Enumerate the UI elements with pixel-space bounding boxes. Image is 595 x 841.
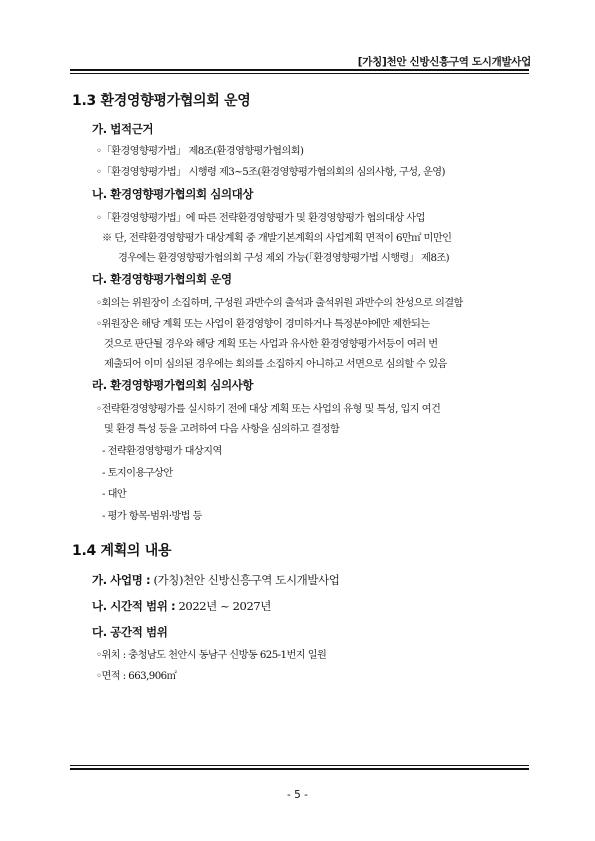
subheading-operation: 다. 환경영향평가협의회 운영 — [92, 272, 232, 286]
time-scope-row — [92, 598, 271, 614]
operation-line-1: ◦회의는 위원장이 소집하며, 구성원 과반수의 출석과 출석위원 과반수의 찬성으로 의결함 — [96, 298, 463, 309]
section-title-1-4: 1.4 계획의 내용 — [72, 543, 172, 559]
subheading-review-target: 나. 환경영향평가협의회 심의대상 — [92, 187, 254, 201]
review-item-land-use: - 토지이용구상안 — [102, 468, 173, 479]
footer-rule — [70, 768, 529, 770]
review-target-line-1: ◦「환경영향평가법」에 따른 전략환경영향평가 및 환경영향평가 협의대상 사업 — [96, 213, 425, 224]
project-name-row — [92, 572, 340, 588]
review-target-note-line-1: ※ 단, 전략환경영향평가 대상계획 중 개발기본계획의 사업계획 면적이 6만㎡ 미만인 — [102, 233, 452, 244]
document-header-title: [가칭]천안 신방신흥구역 도시개발사업 — [357, 56, 531, 68]
project-name-label: 가. 사업명 : — [92, 573, 151, 587]
section-title-1-3: 1.3 환경영향평가협의회 운영 — [72, 93, 251, 109]
operation-line-3: 것으로 판단될 경우와 해당 계획 또는 사업과 유사한 환경영향평가서등이 여러 번 — [104, 339, 438, 350]
legal-basis-line-1: ◦「환경영향평가법」 제8조(환경영향평가협의회) — [96, 146, 304, 157]
legal-basis-line-2: ◦「환경영향평가법」 시행령 제3~5조(환경영향평가협의회의 심의사항, 구성, 운영) — [96, 167, 445, 178]
subheading-legal-basis: 가. 법적근거 — [92, 122, 154, 136]
page-number: - 5 - — [287, 789, 308, 801]
review-target-note-line-2: 경우에는 환경영향평가협의회 구성 제외 가능(「환경영향평가법 시행령」 제8조) — [118, 253, 450, 264]
time-scope-value: 2022년 ~ 2027년 — [175, 599, 271, 613]
location-line: ◦위치 : 충청남도 천안시 동남구 신방동 625-1번지 일원 — [96, 650, 327, 661]
review-items-line-2: 및 환경 특성 등을 고려하여 다음 사항을 심의하고 결정함 — [104, 424, 340, 435]
review-item-target-area: - 전략환경영향평가 대상지역 — [102, 446, 222, 457]
review-item-alternatives: - 대안 — [102, 489, 127, 500]
review-items-line-1: ◦전략환경영향평가를 실시하기 전에 대상 계획 또는 사업의 유형 및 특성, 입지 여건 — [96, 404, 441, 415]
review-item-scope: - 평가 항목·범위·방법 등 — [102, 511, 202, 522]
area-line: ◦면적 : 663,906㎡ — [96, 671, 177, 682]
operation-line-4: 제출되어 이미 심의된 경우에는 회의를 소집하지 아니하고 서면으로 심의할 수 있음 — [104, 359, 447, 370]
operation-line-2: ◦위원장은 해당 계획 또는 사업이 환경영향이 경미하거나 특정분야에만 제한되는 — [96, 319, 430, 330]
project-name-value: (가칭)천안 신방신흥구역 도시개발사업 — [150, 573, 340, 587]
header-rule-inner — [70, 73, 529, 74]
subheading-spatial-scope: 다. 공간적 범위 — [92, 625, 168, 639]
subheading-review-items: 라. 환경영향평가협의회 심의사항 — [92, 378, 254, 392]
time-scope-label: 나. 시간적 범위 : — [92, 599, 176, 613]
footer-rule-inner — [70, 765, 529, 766]
header-rule — [70, 69, 529, 71]
